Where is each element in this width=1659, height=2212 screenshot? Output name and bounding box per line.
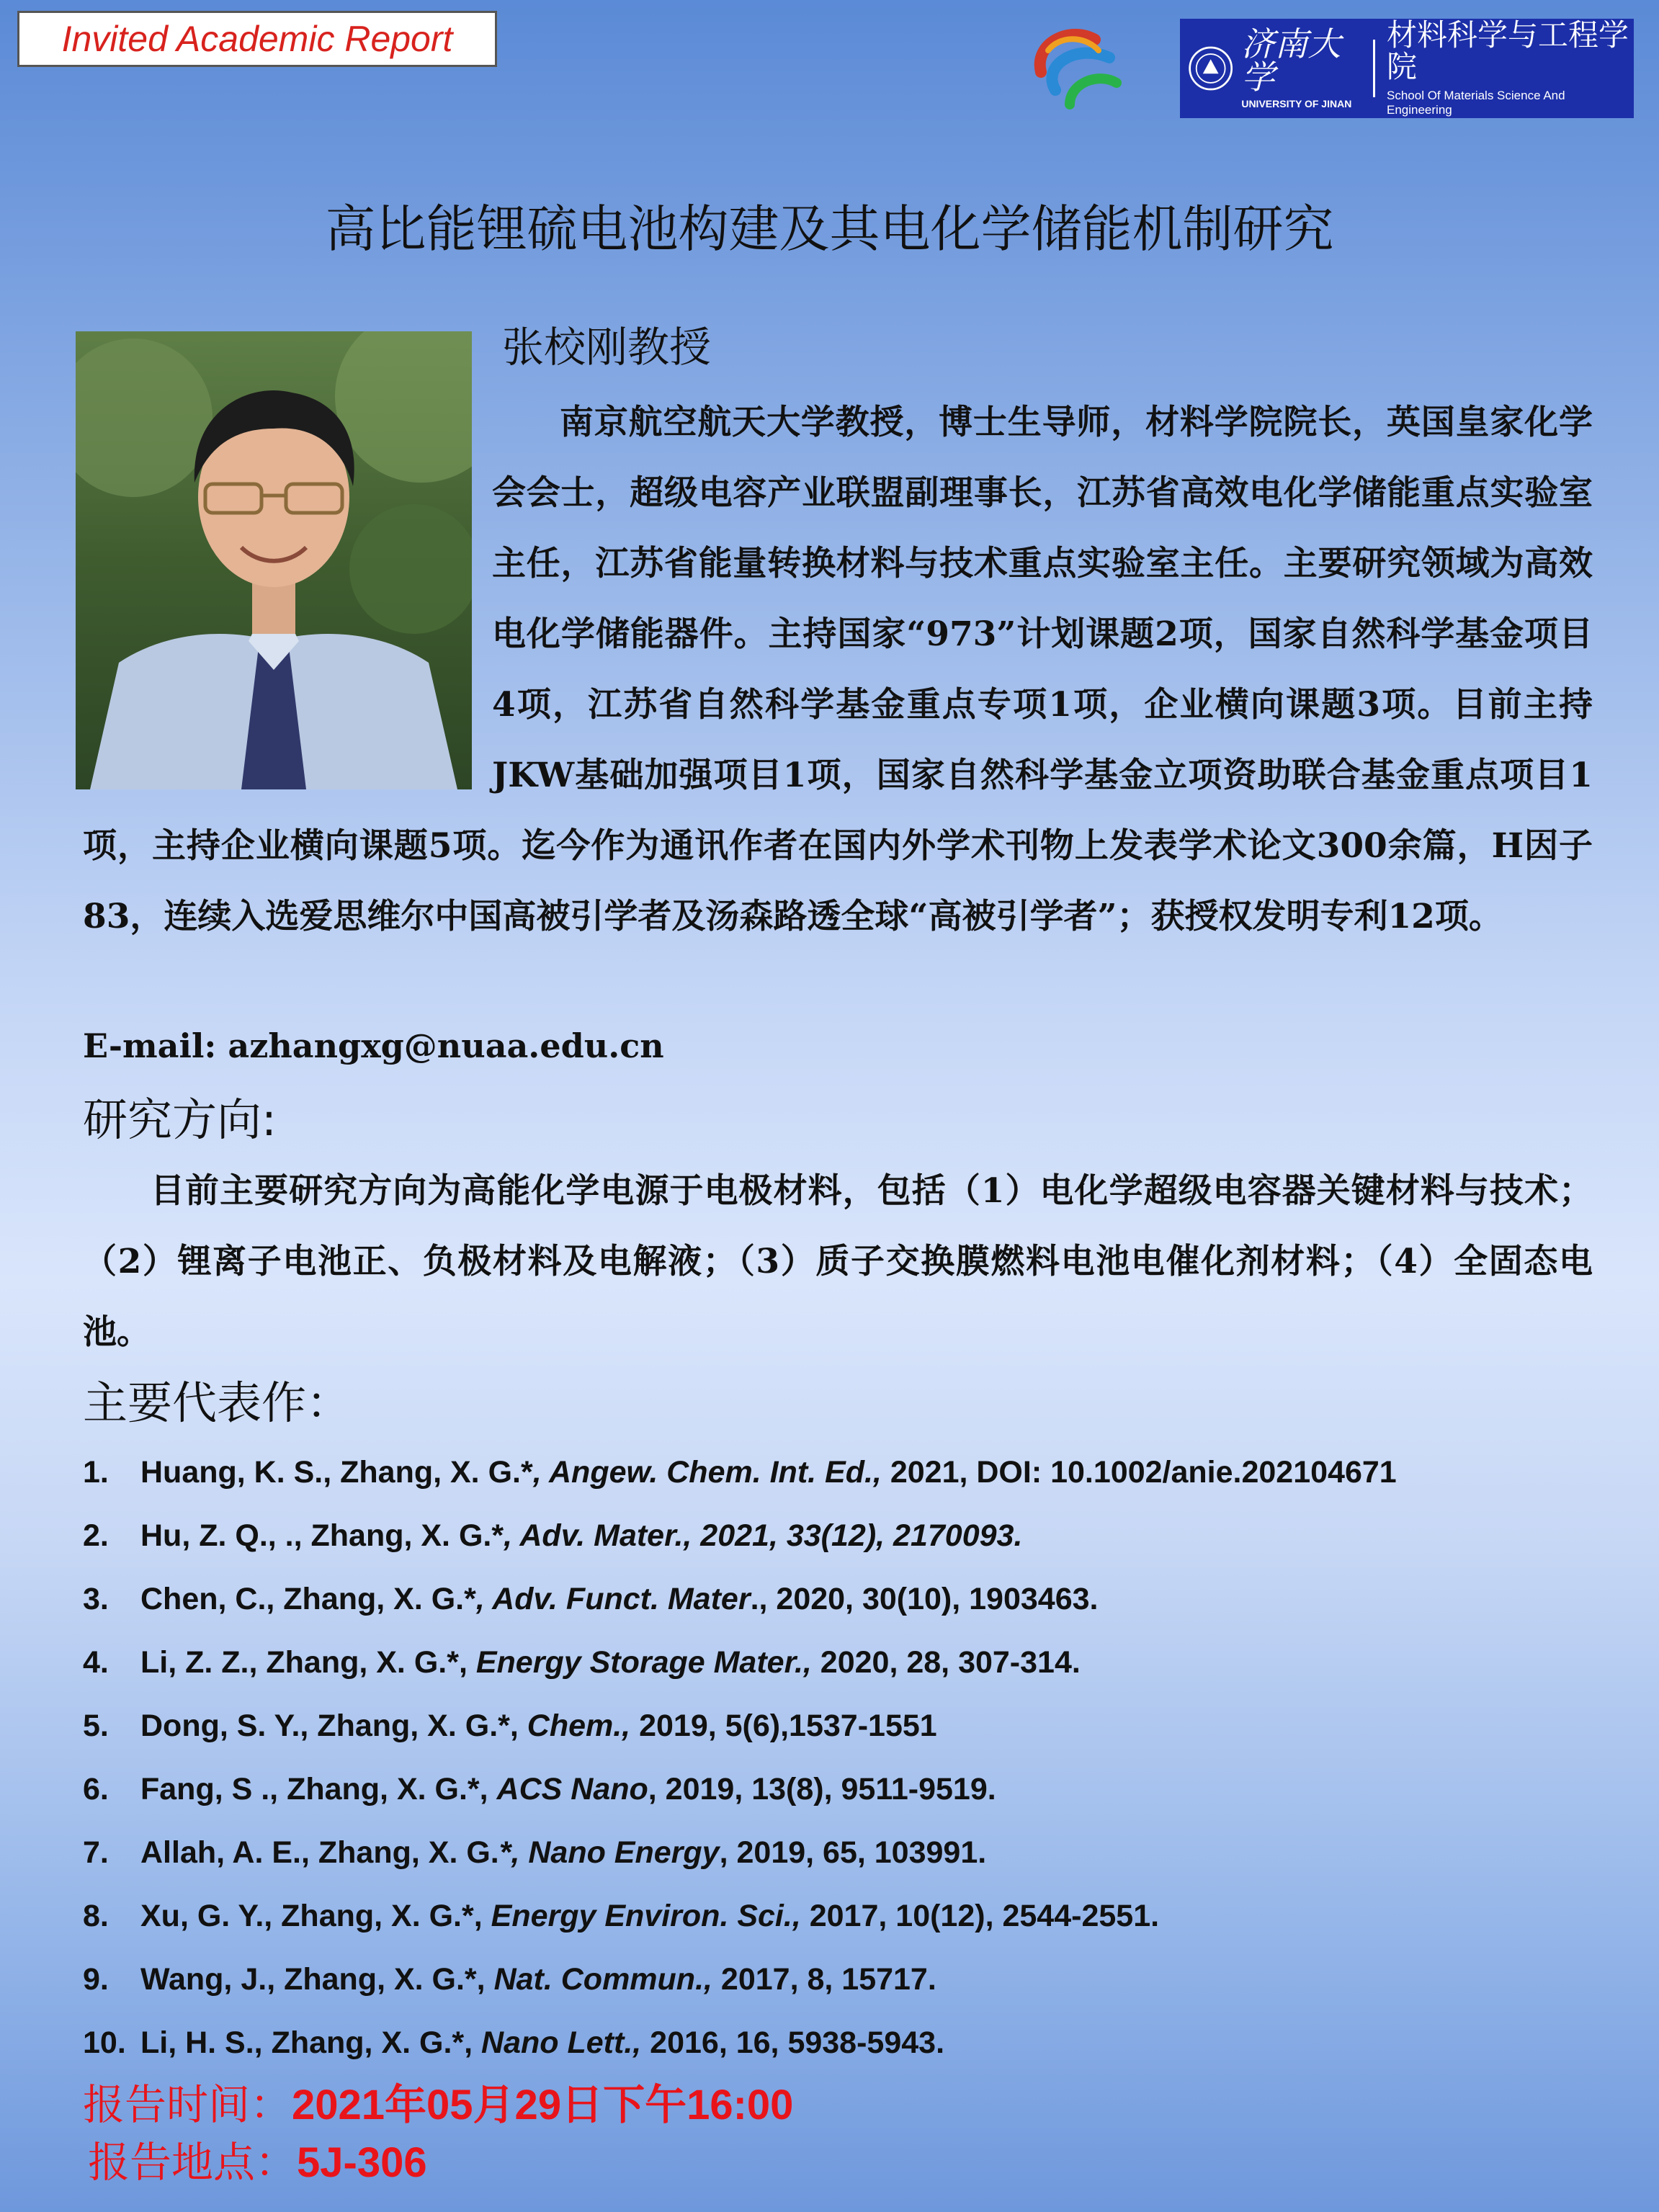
university-name-en: UNIVERSITY OF JINAN xyxy=(1241,98,1352,109)
speaker-name: 张校刚教授 xyxy=(502,323,712,372)
research-heading: 研究方向: xyxy=(83,1093,277,1146)
publication-item: 7. Allah, A. E., Zhang, X. G.*, Nano Energy, 2019, 65, 103991. xyxy=(83,1835,987,1870)
university-logo xyxy=(1180,19,1634,118)
works-heading: 主要代表作： xyxy=(83,1376,352,1429)
research-text: 目前主要研究方向为高能化学电源于电极材料，包括（1）电化学超级电容器关键材料与技术；（2）锂离子电池正、负极材料及电解液；（3）质子交换膜燃料电池电催化剂材料；（4）全固态电池。 xyxy=(83,1171,1593,1352)
publication-item: 6. Fang, S ., Zhang, X. G.*, ACS Nano, 2019, 13(8), 9511-9519. xyxy=(83,1772,996,1806)
school-name-cn: 材料科学与工程学院 xyxy=(1387,17,1629,84)
publication-item: 10. Li, H. S., Zhang, X. G.*, Nano Lett., 2016, 16, 5938-5943. xyxy=(83,2025,945,2060)
report-place-value: 5J-306 xyxy=(297,2139,427,2186)
speaker-bio-block xyxy=(83,388,1593,952)
university-seal-icon xyxy=(1187,42,1234,94)
publication-item: 5. Dong, S. Y., Zhang, X. G.*, Chem., 2019, 5(6),1537-1551 xyxy=(83,1709,937,1743)
school-name-en: School Of Materials Science And Engineering xyxy=(1387,89,1565,117)
publication-item: 9. Wang, J., Zhang, X. G.*, Nat. Commun., 2017, 8, 15717. xyxy=(83,1962,936,1997)
report-time-value: 2021年05月29日下午16:00 xyxy=(292,2082,794,2128)
logo-divider xyxy=(1373,40,1375,97)
publication-item: 3. Chen, C., Zhang, X. G.*, Adv. Funct. Mater., 2020, 30(10), 1903463. xyxy=(83,1582,1099,1616)
university-name-cn: 济南大学 xyxy=(1241,24,1341,97)
publication-item: 2. Hu, Z. Q., ., Zhang, X. G.*, Adv. Mater., 2021, 33(12), 2170093. xyxy=(83,1518,1023,1553)
report-time-label: 报告时间： xyxy=(83,2080,292,2129)
speaker-bio: 南京航空航天大学教授，博士生导师，材料学院院长，英国皇家化学会会士，超级电容产业联盟副理事长，江苏省高效电化学储能重点实验室主任，江苏省能量转换材料与技术重点实验室主任。主要研究领域为高效电化学储能器件。主持国家“973”计划课题2项，国家自然科学基金项目4项，江苏省自然科学基金重点专项1项，企业横向课题3项。目前主持JKW基础加强项目1项，国家自然科学基金立项资助联合基金重点项目1项，主持企业横向课题5项。迄今作为通讯作者在国内外学术刊物上发表学术论文300余篇，H因子83，连续入选爱思维尔中国高被引学者及汤森路透全球“高被引学者”；获授权发明专利12项。 xyxy=(83,403,1593,936)
logo-swirl-icon xyxy=(1027,22,1124,112)
publication-item: 4. Li, Z. Z., Zhang, X. G.*, Energy Storage Mater., 2020, 28, 307-314. xyxy=(83,1645,1081,1680)
report-title: 高比能锂硫电池构建及其电化学储能机制研究 xyxy=(325,200,1334,259)
publication-item: 1. Huang, K. S., Zhang, X. G.*, Angew. Chem. Int. Ed., 2021, DOI: 10.1002/anie.202104671 xyxy=(83,1455,1397,1490)
publication-item: 8. Xu, G. Y., Zhang, X. G.*, Energy Environ. Sci., 2017, 10(12), 2544-2551. xyxy=(83,1899,1160,1933)
report-place xyxy=(88,2128,427,2189)
publication-list xyxy=(83,1441,1397,2074)
speaker-email: E-mail: azhangxg@nuaa.edu.cn xyxy=(83,1026,664,1065)
invited-report-badge: Invited Academic Report xyxy=(17,11,497,67)
report-place-label: 报告地点： xyxy=(88,2138,298,2187)
report-time xyxy=(83,2071,793,2131)
